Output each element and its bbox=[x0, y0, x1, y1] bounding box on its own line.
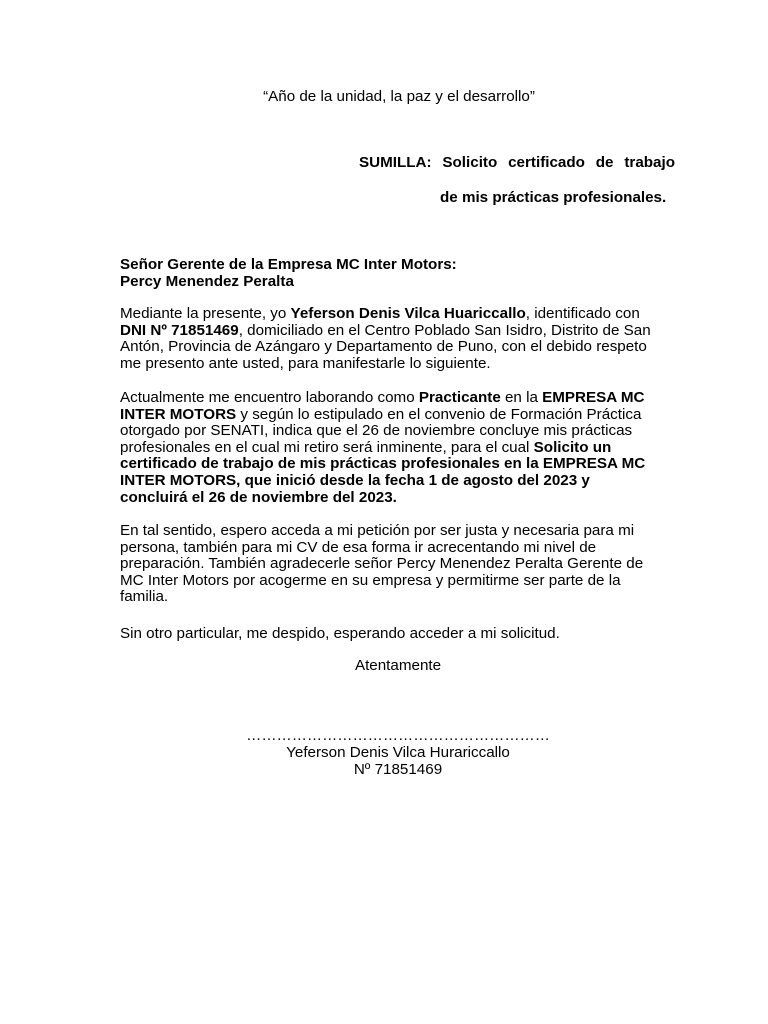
justification-paragraph: En tal sentido, espero acceda a mi petición por ser justa y necesaria para mi persona, también para mi CV de esa forma ir acrecentando mi nivel de preparación. También agradecerle señor Percy Menendez Peralta Gerente de MC Inter Motors por acogerme en su empresa y permitirme ser parte de la familia. bbox=[120, 522, 644, 606]
sumilla-line-1: SUMILLA: Solicito certificado de trabajo bbox=[359, 154, 675, 171]
intro-paragraph bbox=[120, 306, 655, 372]
farewell-paragraph: Sin otro particular, me despido, esperando acceder a mi solicitud. bbox=[120, 625, 560, 642]
request-paragraph bbox=[120, 390, 655, 506]
company-name: EMPRESA MC INTER MOTORS bbox=[120, 389, 645, 423]
closing-salutation: Atentamente bbox=[354, 657, 442, 674]
addressee bbox=[120, 257, 457, 290]
signer-name: Yeferson Denis Vilca Hurariccallo bbox=[286, 744, 510, 761]
signature-line: …………………………………………………… bbox=[246, 727, 550, 744]
request-text-2: en la bbox=[500, 389, 543, 406]
addressee-title: Señor Gerente de la Empresa MC Inter Motors: bbox=[120, 256, 457, 273]
request-text-3: y según lo estipulado en el convenio de Formación Práctica otorgado por SENATI, indica que el 26 de noviembre concluye mis prácticas profesionales en el cual mi retiro será inminente, para el cual bbox=[120, 405, 642, 456]
year-motto: “Año de la unidad, la paz y el desarrollo” bbox=[263, 88, 535, 105]
signer-id: Nº 71851469 bbox=[353, 761, 443, 778]
intro-text-3: , domiciliado en el Centro Poblado San Isidro, Distrito de San Antón, Provincia de Azángaro y Departamento de Puno, con el debido respeto me presento ante usted, para manifestarle lo siguiente. bbox=[120, 321, 651, 372]
intro-text-2: , identificado con bbox=[525, 305, 640, 322]
intro-text-1: Mediante la presente, yo bbox=[120, 305, 291, 322]
applicant-dni: DNI Nº 71851469 bbox=[120, 321, 239, 339]
sumilla-line-2: de mis prácticas profesionales. bbox=[440, 189, 667, 206]
signature-block bbox=[0, 727, 768, 778]
request-text-1: Actualmente me encuentro laborando como bbox=[120, 389, 419, 406]
request-statement: Solicito un certificado de trabajo de mis prácticas profesionales en la EMPRESA MC INTER MOTORS, que inició desde la fecha 1 de agosto del 2023 y concluirá el 26 de noviembre del 2023. bbox=[120, 438, 646, 506]
position-title: Practicante bbox=[418, 389, 501, 406]
addressee-name: Percy Menendez Peralta bbox=[120, 272, 294, 290]
applicant-name: Yeferson Denis Vilca Huariccallo bbox=[290, 305, 526, 322]
